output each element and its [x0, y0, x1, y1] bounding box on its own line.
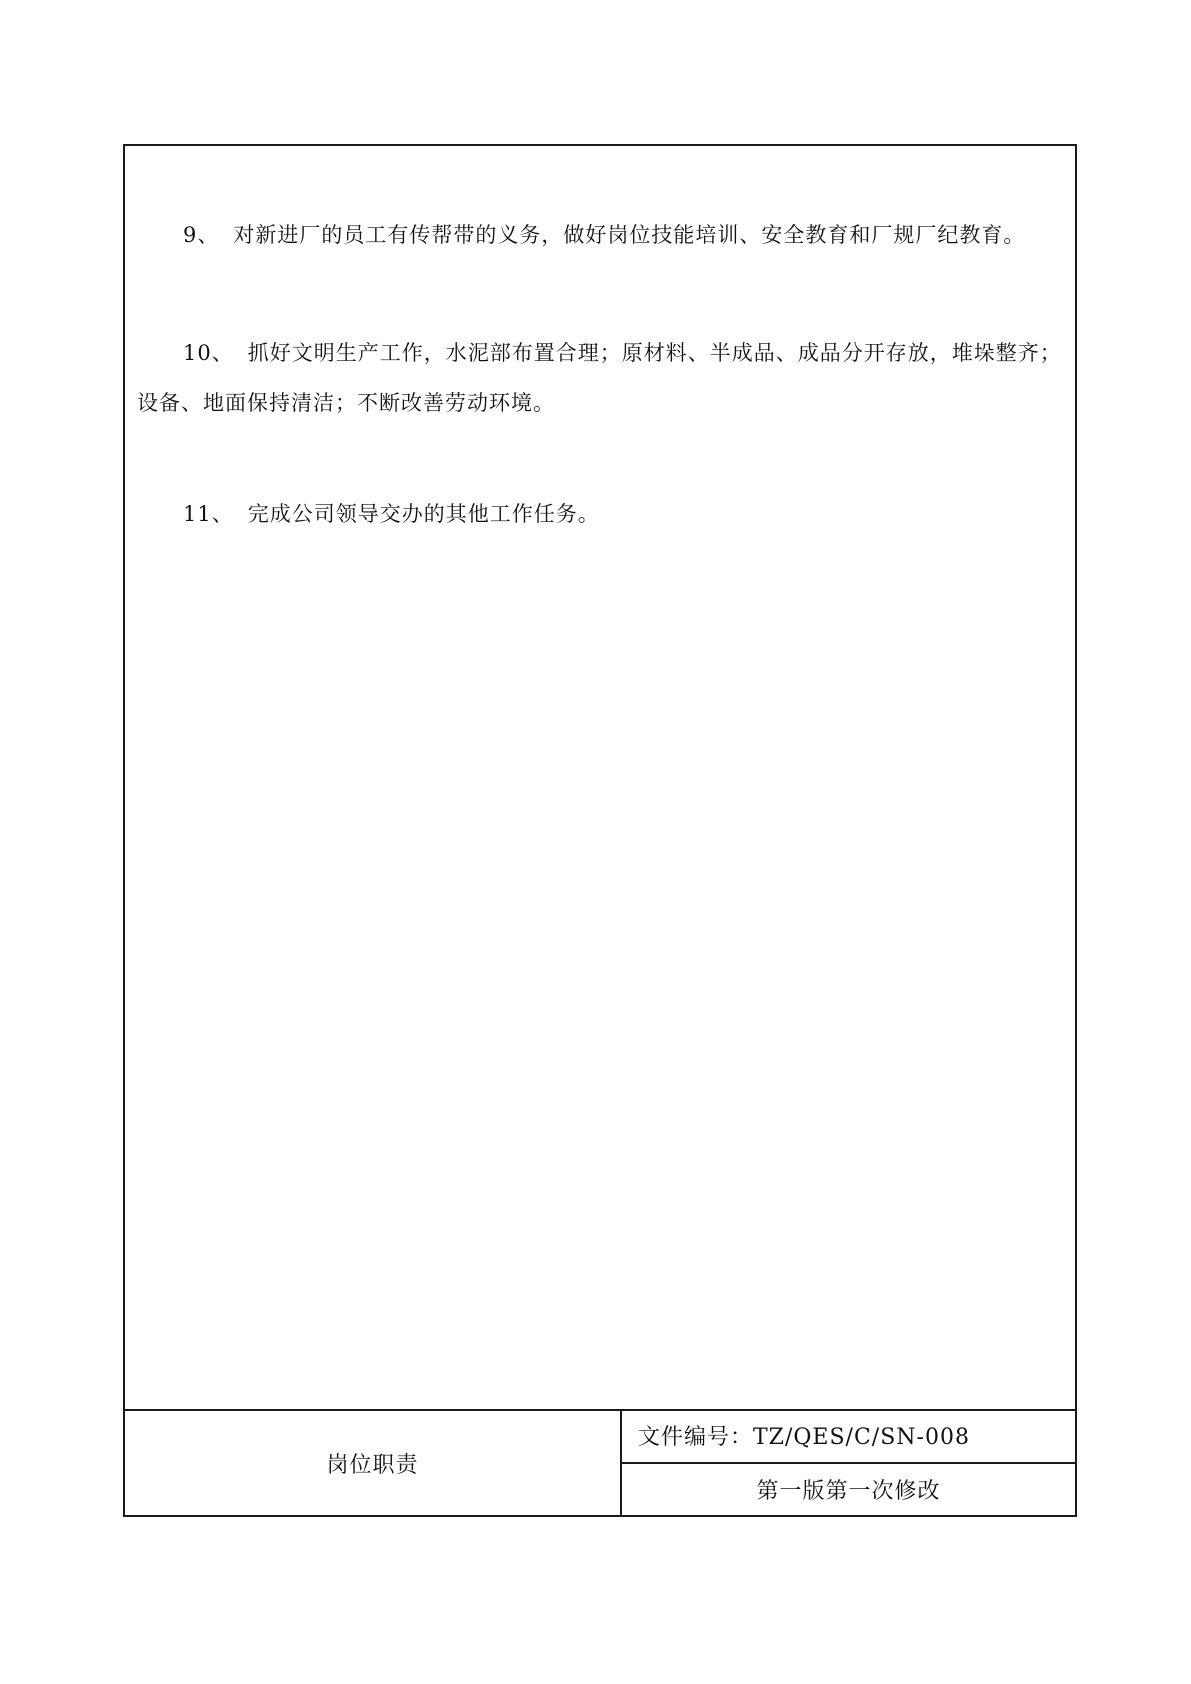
duty-item-9: [137, 210, 1063, 260]
content-area: [125, 146, 1075, 1411]
file-number-cell: [622, 1411, 1075, 1464]
duty-item-11: [137, 489, 1063, 539]
document-title: 岗位职责: [326, 1452, 419, 1478]
duty-item-9-text: 对新进厂的员工有传帮带的义务，做好岗位技能培训、安全教育和厂规厂纪教育。: [233, 223, 1026, 247]
document-title-cell: [125, 1411, 622, 1515]
file-number: 文件编号：TZ/QES/C/SN-008: [638, 1425, 970, 1450]
duty-item-9-number: 9、: [183, 223, 220, 247]
duty-item-10: [137, 328, 1063, 428]
duty-item-10-text: 抓好文明生产工作，水泥部布置合理；原材料、半成品、成品分开存放，堆垛整齐；设备、地面保持清洁；不断改善劳动环境。: [137, 341, 1062, 415]
duty-item-11-text: 完成公司领导交办的其他工作任务。: [247, 502, 600, 526]
duty-item-10-number: 10、: [183, 341, 234, 365]
revision-cell: [622, 1464, 1075, 1515]
footer-table: [125, 1411, 1075, 1515]
revision: 第一版第一次修改: [756, 1479, 941, 1504]
duty-item-11-number: 11、: [183, 502, 234, 526]
document-frame: [123, 144, 1077, 1517]
